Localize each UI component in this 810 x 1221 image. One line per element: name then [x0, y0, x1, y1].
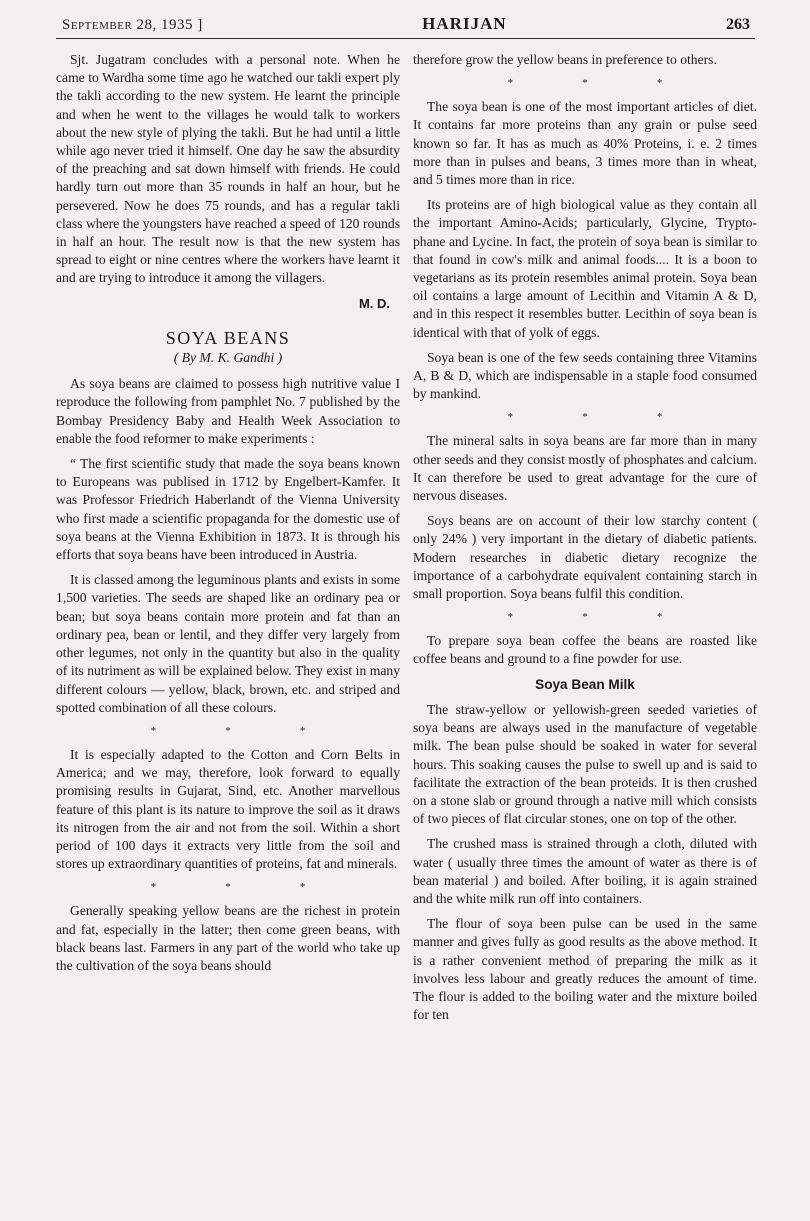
article-title: SOYA BEANS: [165, 327, 291, 348]
article-paragraph: The soya bean is one of the most important articles of diet. It contains far more proteins than any grain or pulse seed known so far. It has as much as 40% Proteins, i. e. 2 times more than in pulses and beans, 3 times more than in wheat, and 5 times more than in rice.: [413, 99, 757, 188]
article-paragraph: The flour of soya been pulse can be used in the same manner and gives fully as good results as the above method. It is a rather convenient method of preparing the milk as it involves less labour and greatly reduces the amount of time. The flour is added to the boiling water and the mixture boiled for ten: [413, 916, 757, 1023]
separator-star: *: [225, 724, 231, 737]
left-column: [56, 51, 400, 982]
author-signature: M. D.: [358, 295, 390, 311]
article-paragraph: therefore grow the yellow beans in preference to others.: [413, 52, 717, 67]
page-header: [62, 14, 750, 36]
separator-star: *: [582, 77, 588, 90]
section-separator: [413, 76, 757, 90]
section-separator: [56, 880, 400, 894]
publication-title: HARIJAN: [422, 14, 507, 33]
separator-star: *: [507, 77, 514, 90]
separator-star: *: [656, 77, 663, 90]
article-paragraph: It is classed among the leguminous plants and exists in some 1,500 varieties. The seeds are shaped like an ordinary pea or bean; but soya beans contain more protein and fat than an ordinary pea, bean or lentil, and they differ very largely from other legumes, not only in the quantity but also in the quality of its nutriment as will be explained below. They exist in many different colours — yellow, black, brown, etc. and striped and spotted combination of all these colours.: [56, 572, 400, 715]
separator-star: *: [582, 611, 588, 624]
section-separator: [413, 610, 757, 624]
separator-star: *: [656, 611, 663, 624]
section-subheading: Soya Bean Milk: [535, 676, 635, 692]
section-separator: [413, 410, 757, 424]
intro-paragraph: Sjt. Jugatram concludes with a personal note. When he came to Wardha some time ago he watched our takli expert ply the takli according to the new system. He learnt the principle and when he went to the villages he would talk to workers about the new style of plying the takli. But he had until a little while ago never tried it himself. One day he saw the absurdity of the preaching and sat down himself with friends. He could hardly turn out more than 35 rounds in half an hour, but he persevered. Now he does 75 rounds, and has a regular takli class where the youngsters have reached a speed of 120 rounds in half an hour. The result now is that the new system has spread to eight or nine centres where the workers have learnt it and are trying to introduce it among the villagers.: [56, 52, 400, 286]
article-paragraph: The mineral salts in soya beans are far more than in many other seeds and they consist mostly of phosphates and calcium. It can therefore be used to great advantage for the cure of nervous diseases.: [413, 433, 757, 504]
article-paragraph: The crushed mass is strained through a cloth, diluted with water ( usually three times the amount of water as there is of bean material ) and boiled. After boiling, it is again strained and the white milk run off into containers.: [413, 836, 757, 906]
article-paragraph: Its proteins are of high biological value as they contain all the important Amino-Acids; particularly, Glycine, Trypto-phane and Lycine. In fact, the protein of soya bean is similar to that found in cow's milk and animal foods.... It is a boon to vegetarians as its protein resembles animal protein. Soya bean oil contains a large amount of Lecithin and Vitamin A & D, and in this respect it resembles butter. Lecithin of soya bean is identical with that of yolk of eggs.: [413, 197, 757, 340]
separator-star: *: [507, 411, 514, 424]
right-column: [413, 51, 757, 1031]
article-byline: ( By M. K. Gandhi ): [173, 350, 283, 366]
article-paragraph: The straw-yellow or yellowish-green seeded varieties of soya beans are always used in the manufacture of vegetable milk. The bean pulse should be soaked in water for several hours. This soaking causes the pulse to swell up and is said to facilitate the extraction of the bean proteids. It is then crushed on a stone slab or ground through a native mill which consists of two pieces of flat circular stones, one on top of the other.: [413, 701, 757, 827]
article-paragraph: Generally speaking yellow beans are the richest in protein and fat, especially in the latter; then come green beans, with black beans last. Farmers in any part of the world who take up the cultivation of the soya beans should: [56, 903, 400, 973]
article-paragraph: It is especially adapted to the Cotton and Corn Belts in America; and we may, therefore, look forward to equally promising results in Gujarat, Sind, etc. Another marvellous feature of this plant is its nature to improve the soil as it draws its nitrogen from the air and not from the soil. Within a short period of 100 days it extracts very little from the soil and stores up extraordinary quantities of proteins, fat and minerals.: [56, 746, 400, 872]
article-paragraph: Soya bean is one of the few seeds containing three Vitamins A, B & D, which are indispensable in a staple food consumed by mankind.: [413, 349, 757, 402]
separator-star: *: [656, 411, 663, 424]
separator-star: *: [150, 881, 157, 894]
separator-star: *: [507, 611, 514, 624]
article-paragraph: Soys beans are on account of their low starchy content ( only 24% ) very important in the dietary of diabetic patients. Modern researches in diabetic dietary recognize the importance of a carbohydrate equivalent containing starch in small proportion. Soya beans fulfil this condition.: [413, 513, 757, 602]
separator-star: *: [582, 411, 588, 424]
article-paragraph: “ The first scientific study that made the soya beans known to Europeans was publised in 1712 by Engelbert-Kamfer. It was Professor Friedrich Haberlandt of the Vienna University who first made a scientific propaganda for the domestic use of soya beans at the Vienna Exhibition in 1873. It is through his efforts that soya beans have been introduced in Austria.: [56, 456, 400, 563]
article-paragraph: As soya beans are claimed to possess high nutritive value I reproduce the following from pamphlet No. 7 published by the Bombay Presidency Baby and Health Week Association to enable the food reformer to make experiments :: [56, 376, 400, 446]
article-paragraph: To prepare soya bean coffee the beans are roasted like coffee beans and ground to a fine powder for use.: [413, 633, 757, 667]
section-separator: [56, 724, 400, 738]
separator-star: *: [225, 881, 231, 894]
header-rule: [56, 38, 755, 39]
issue-date: September 28, 1935 ]: [62, 17, 203, 33]
separator-star: *: [150, 724, 157, 737]
page-number: 263: [726, 16, 750, 33]
separator-star: *: [299, 724, 306, 737]
separator-star: *: [299, 881, 306, 894]
